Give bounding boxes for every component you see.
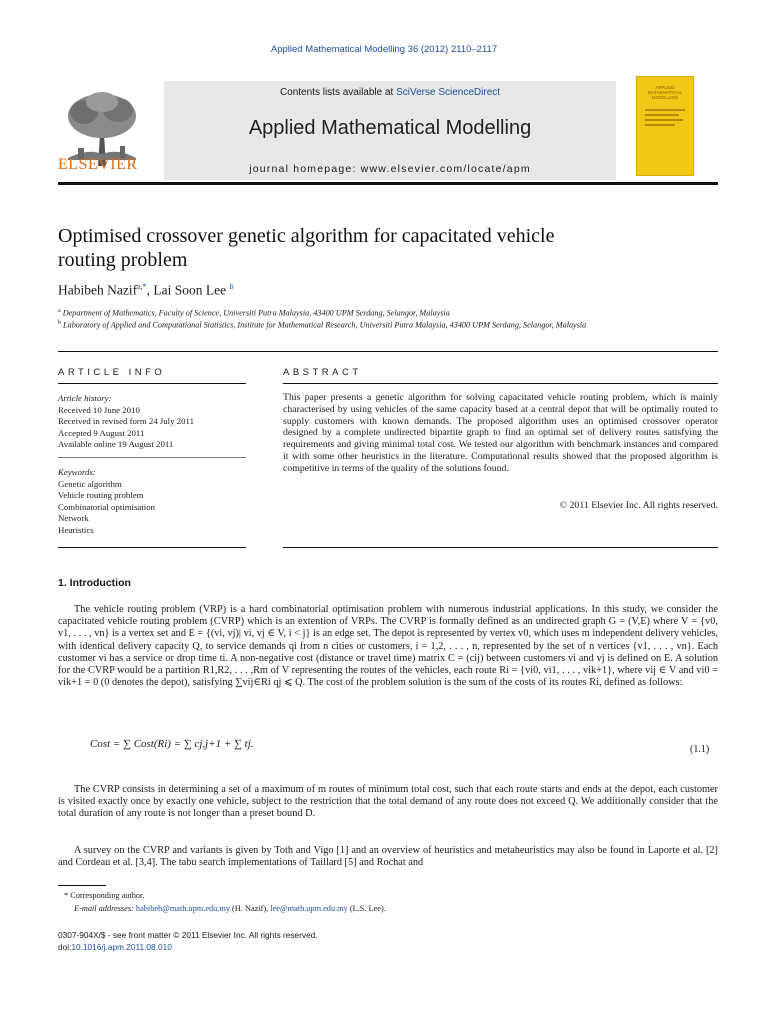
keyword: Combinatorial optimisation (58, 501, 156, 512)
doi-line: doi:10.1016/j.apm.2011.08.010 (58, 942, 172, 952)
contents-line: Contents lists available at SciVerse ScienceDirect (279, 87, 501, 98)
section-heading-introduction: 1. Introduction (58, 577, 131, 589)
history-item: Available online 19 August 2011 (58, 439, 174, 449)
email-addresses: E-mail addresses: habibeh@math.upm.edu.my (H. Nazif), lee@math.upm.edu.my (L.S. Lee). (74, 904, 386, 913)
article-history (58, 393, 194, 451)
history-item: Accepted 9 August 2011 (58, 427, 145, 438)
cover-title: APPLIED MATHEMATICAL MODELLING (647, 85, 683, 100)
author-name: Lai Soon Lee (153, 282, 227, 298)
article-info-heading: ARTICLE INFO (58, 367, 166, 378)
keywords-label: Keywords: (58, 467, 96, 477)
intro-paragraph-2: The CVRP consists in determining a set of a maximum of m routes of minimum total cost, such that each route starts and ends at the depot, each customer is visited exactly once by exactly one vehicle, subject to the restriction that the total demand of any route does not exceed Q. We additionally consider that the total duration of any route is not longer than a preset bound D. (58, 784, 718, 820)
abstract-bottom-rule (283, 547, 718, 548)
equation-cost: Cost = ∑ Cost(Ri) = ∑ cj,j+1 + ∑ tj. (90, 738, 254, 750)
doi-link[interactable]: 10.1016/j.apm.2011.08.010 (71, 942, 172, 952)
author-name: Habibeh Nazif (58, 282, 138, 298)
email-link[interactable]: habibeh@math.upm.edu.my (135, 904, 230, 913)
author-list: Habibeh Nazif$^{a,*}$, Lai Soon Lee $^b$ (58, 282, 234, 298)
footnote-rule (58, 885, 106, 886)
affiliation-b: $^b$ Laboratory of Applied and Computational Statistics, Institute for Mathematical Research, Universiti Putra Malaysia, 43400 UPM Serdang, Selangor, Malaysia (58, 320, 587, 330)
article-title: Optimised crossover genetic algorithm for capacitated vehicle routing problem (58, 225, 555, 271)
journal-citation[interactable]: Applied Mathematical Modelling 36 (2012) 2110–2117 (270, 44, 498, 55)
abstract-rule (283, 383, 718, 384)
header-rule (58, 182, 718, 185)
author-affiliation-mark[interactable]: b (229, 282, 234, 291)
abstract-copyright: © 2011 Elsevier Inc. All rights reserved. (559, 500, 718, 511)
journal-homepage[interactable]: journal homepage: www.elsevier.com/locate/apm (249, 163, 531, 175)
corresponding-author-note: * Corresponding author. (64, 891, 145, 900)
equation-number: (1.1) (690, 744, 710, 755)
sciencedirect-link[interactable]: SciVerse ScienceDirect (396, 87, 501, 98)
affiliation-a: $^a$ Department of Mathematics, Faculty of Science, Universiti Putra Malaysia, 43400 UPM Serdang, Selangor, Malaysia (58, 308, 450, 318)
keyword: Genetic algorithm (58, 478, 122, 489)
keyword: Vehicle routing problem (58, 490, 144, 500)
email-link[interactable]: lee@math.upm.edu.my (270, 904, 348, 913)
journal-name: Applied Mathematical Modelling (248, 117, 532, 139)
keywords (58, 467, 155, 536)
intro-paragraph-3: A survey on the CVRP and variants is given by Toth and Vigo [1] and an overview of heuristics and metaheuristics may also be found in Laporte et al. [2] and Cordeau et al. [3,4]. The tabu search implementations of Taillard [5] and Rochat and (58, 845, 718, 869)
journal-cover-thumbnail[interactable] (636, 76, 694, 176)
keyword: Heuristics (58, 524, 94, 535)
abstract-heading: ABSTRACT (283, 367, 362, 378)
affiliation-rule (58, 351, 718, 352)
author-affiliation-mark[interactable]: a,* (137, 282, 147, 291)
front-matter: 0307-904X/$ - see front matter © 2011 Elsevier Inc. All rights reserved. (58, 930, 318, 940)
elsevier-wordmark[interactable]: ELSEVIER (58, 156, 138, 173)
intro-paragraph-1: The vehicle routing problem (VRP) is a hard combinatorial optimisation problem with numerous industrial applications. In this study, we consider the capacitated vehicle routing problem (CVRP) which is an extention of VRPs. The CVRP is formally defined as an undirected graph G = (V,E) where V = {v0, v1, . . . , vn} is a vertex set and E = {(vi, vj)| vi, vj ∈ V, i < j} is an edge set. The depot is represented by vertex v0, which uses m independent delivery vehicles, with identical delivery capacity Q, to service demands qi from n cities or customers, i = 1,2, . . . , n, represented by the set of n vertices {v1, . . . , vn}. Each customer vi has a service or drop time ti. A non-negative cost (distance or travel time) matrix C = (cij) between customers vi and vj is defined on E. A solution for the CVRP would be a partition R1,R2, . . . ,Rm of V representing the routes of the vehicles, each route Ri = {vi0, vi1, . . . , vik+1}, where vij ∈ V and vi0 = vik+1 = 0 (0 denotes the depot), satisfying ∑vij∈Ri qj ⩽ Q. The cost of the problem solution is the sum of the costs of its routes Ri, defined as follows: (58, 604, 718, 689)
keyword: Network (58, 513, 89, 523)
journal-masthead (164, 81, 616, 180)
history-item: Received in revised form 24 July 2011 (58, 416, 194, 426)
history-label: Article history: (58, 393, 112, 403)
journal-banner (58, 76, 718, 180)
keywords-rule (58, 547, 246, 548)
history-item: Received 10 June 2010 (58, 404, 140, 415)
article-info-rule (58, 383, 246, 384)
abstract-text: This paper presents a genetic algorithm for solving capacitated vehicle routing problem, which is mainly characterised by using vehicles of the same capacity based at a central depot that will be optimally routed to supply customers with known demands. The proposed algorithm uses an optimised crossover operator designed by a complete undirected bipartite graph to find an optimal set of delivery routes satisfying the requirements and giving minimal total cost. We tested our algorithm with benchmark instances and compared it with some other heuristics in the literature. Computational results showed that the proposed algorithm is competitive in terms of the quality of the solutions found. (283, 392, 718, 474)
history-rule (58, 457, 246, 458)
